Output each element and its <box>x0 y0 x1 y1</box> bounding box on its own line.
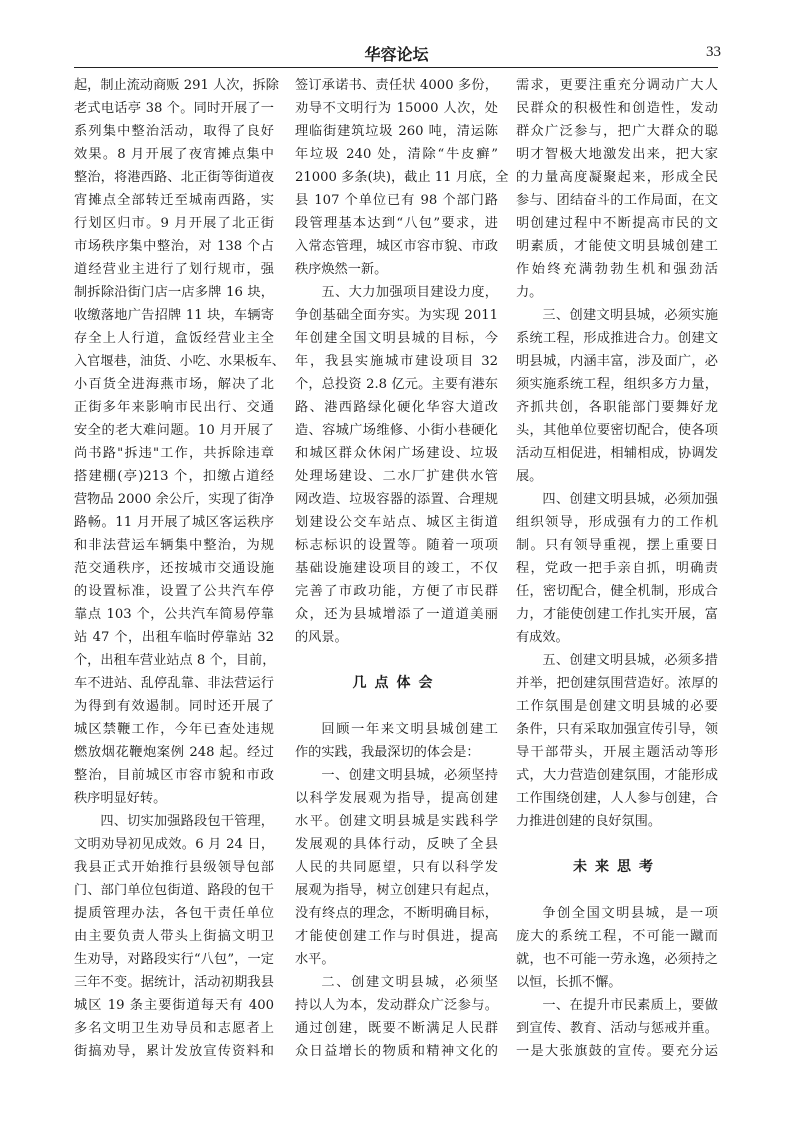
body-text: 水平。 <box>295 952 335 967</box>
text-line <box>516 1017 718 1040</box>
body-text: 争创全国文明县城，是一项 <box>542 906 718 921</box>
text-line <box>74 695 274 718</box>
body-text: 有成效。 <box>516 630 569 645</box>
text-line <box>74 810 274 833</box>
text-line <box>516 396 718 419</box>
text-line <box>295 166 509 189</box>
body-text: 活动互相促进，相辅相成，协调发 <box>516 446 718 461</box>
body-text: 入常态管理，城区市容市貌、市政 <box>295 239 498 254</box>
body-text: 理临街建筑垃圾 260 吨，清运陈 <box>295 124 498 139</box>
text-line <box>295 281 498 304</box>
text-line <box>516 373 718 396</box>
text-line <box>74 994 274 1017</box>
body-text: 明才智极大地激发出来，把大家 <box>516 147 718 162</box>
text-column-2 <box>295 74 509 1063</box>
text-line <box>74 120 274 143</box>
text-line <box>516 718 718 741</box>
subheading-text: 四、切实加强路段包干管理， <box>100 814 274 829</box>
body-text: 个，出租车营业站点 8 个，目前， <box>74 653 276 668</box>
body-text: 作的实践，我最深切的体会是： <box>295 745 480 760</box>
text-line <box>295 879 498 902</box>
body-text: 存全上人行道，盒饭经营业主全 <box>74 331 274 346</box>
body-text: 车不进站、乱停乱靠、非法营运行 <box>74 676 274 691</box>
body-text: 条件，只有采取加强宣传引导，领 <box>516 722 718 737</box>
text-line <box>74 557 274 580</box>
body-text: 展观为指导，树立创建只有起点， <box>295 883 498 898</box>
body-text: 燃放烟花鞭炮案例 248 起。经过 <box>74 745 274 760</box>
text-line <box>74 212 274 235</box>
body-text: 个，总投资 2.8 亿元。主要有港东 <box>295 377 498 392</box>
subheading-text: 四、创建文明县城，必须加强 <box>542 492 718 507</box>
text-line <box>516 511 718 534</box>
text-line <box>74 534 274 557</box>
text-line <box>74 304 274 327</box>
text-line <box>516 603 718 626</box>
body-text: 民群众的积极性和创造性，发动 <box>516 101 718 116</box>
text-line <box>516 810 718 833</box>
text-line <box>74 511 274 534</box>
text-line <box>516 97 718 120</box>
text-line <box>74 787 274 810</box>
text-line <box>295 442 498 465</box>
subheading-text: 一、创建文明县城，必须坚持 <box>321 768 498 783</box>
text-line <box>516 994 718 1017</box>
text-line <box>516 672 718 695</box>
text-line <box>74 442 274 465</box>
body-text: 提质管理办法，各包干责任单位 <box>74 906 274 921</box>
text-line <box>295 327 498 350</box>
text-line <box>295 534 498 557</box>
text-line <box>295 258 498 281</box>
subheading-text: 到宣传、教育、活动与惩戒并重。 <box>516 1021 718 1036</box>
body-text: 力推进创建的良好氛围。 <box>516 814 662 829</box>
text-line <box>295 419 498 442</box>
subheading-text: 文明劝导初见成效。 <box>74 837 196 852</box>
subheading-text: 三、创建文明县城，必须实施 <box>542 308 718 323</box>
text-line <box>295 741 498 764</box>
body-text: 年创建全国文明县城的目标，今 <box>295 331 498 346</box>
body-text: 任，密切配合，健全机制，形成合 <box>516 584 718 599</box>
body-text: 处理场建设、二水厂扩建供水管 <box>295 469 498 484</box>
body-text: 人民的共同愿望，只有以科学发 <box>295 860 498 875</box>
body-text: 行划区归市。9 月开展了北正街 <box>74 216 274 231</box>
page-number: 33 <box>706 44 721 60</box>
body-text: 创建文 <box>677 331 719 346</box>
body-text: 街搞劝导，累计发放宣传资料和 <box>74 1044 274 1059</box>
body-text: 制拆除沿街门店一店多牌 16 块， <box>74 285 274 300</box>
body-text: 力，才能使创建工作扎实开展，富 <box>516 607 718 622</box>
body-text: 秩序明显好转。 <box>74 791 167 806</box>
body-text: 只有领导重视，摆上重要日 <box>545 538 719 553</box>
body-text: 老式电话亭 38 个。同时开展了一 <box>74 101 274 116</box>
body-text: 签订承诺书、责任状 4000 多份， <box>295 78 498 93</box>
body-text: 为实现 2011 <box>418 308 498 323</box>
body-text: 范交通秩序，还按城市交通设施 <box>74 561 274 576</box>
text-line <box>516 327 718 350</box>
subheading-text: 持以人为本，发动群众广泛参与。 <box>295 998 498 1013</box>
text-line <box>295 925 498 948</box>
text-line <box>74 649 274 672</box>
section-heading: 几点体会 <box>352 675 441 691</box>
body-text: 才能使创建工作与时俱进，提高 <box>295 929 498 944</box>
text-line <box>516 120 718 143</box>
body-text: 展。 <box>516 469 543 484</box>
subheading-text: 二、创建文明县城，必须坚 <box>321 975 498 990</box>
body-text: 靠点 103 个，公共汽车简易停靠 <box>74 607 274 622</box>
body-text: 基础设施建设项目的竣工，不仅 <box>295 561 498 576</box>
body-text: 发展观的具体行动，反映了全县 <box>295 837 498 852</box>
text-line <box>295 810 498 833</box>
text-line <box>74 350 285 373</box>
text-line <box>74 879 274 902</box>
text-line <box>295 212 498 235</box>
body-text: 正街多年来影响市民出行、交通 <box>74 400 274 415</box>
text-line <box>516 350 718 373</box>
subheading-text: 制。 <box>516 538 546 553</box>
text-line <box>295 1017 498 1040</box>
text-line <box>295 74 498 97</box>
text-line <box>295 350 498 373</box>
body-text: 年，我县实施城市建设项目 32 <box>295 354 498 369</box>
text-line <box>295 603 498 626</box>
text-line <box>74 1017 274 1040</box>
body-text: 县 107 个单位已有 98 个部门路 <box>295 193 498 208</box>
text-line <box>516 787 718 810</box>
text-line <box>74 396 274 419</box>
text-line <box>295 511 498 534</box>
text-line <box>295 764 498 787</box>
body-text: 创建文明县城是实践科学 <box>338 814 499 829</box>
text-line <box>516 971 718 994</box>
body-text: 须实施系统工程，组织多方力量， <box>516 377 718 392</box>
text-line <box>295 304 498 327</box>
text-line <box>516 442 718 465</box>
body-text: 力。 <box>516 285 543 300</box>
text-line <box>516 488 718 511</box>
text-line <box>74 143 274 166</box>
body-text: 城区 19 条主要街道每天有 400 <box>74 998 274 1013</box>
body-text: 为得到有效遏制。同时还开展了 <box>74 699 274 714</box>
text-line <box>295 718 498 741</box>
body-text: 由主要负责人带头上街搞文明卫 <box>74 929 274 944</box>
body-text: 年垃圾 240 处，清除“牛皮癣” <box>295 147 498 162</box>
body-text: 以恒，长抓不懈。 <box>516 975 622 990</box>
header-rule <box>74 67 718 68</box>
body-text: 明县城，内涵丰富，涉及面广，必 <box>516 354 718 369</box>
body-text: 和非法营运车辆集中整治，为规 <box>74 538 274 553</box>
body-text: 就，也不可能一劳永逸，必须持之 <box>516 952 718 967</box>
body-text: 尚书路"拆违"工作，共拆除违章 <box>74 446 274 461</box>
journal-title: 华容论坛 <box>364 45 429 64</box>
body-text: 通过创建，既要不断满足人民群 <box>295 1021 498 1036</box>
text-line <box>74 856 274 879</box>
body-text: 和城区群众休闲广场建设、垃圾 <box>295 446 498 461</box>
text-line <box>74 672 274 695</box>
body-text: 的力量高度凝聚起来，形成全民 <box>516 170 718 185</box>
body-text: 划建设公交车站点、城区主街道 <box>295 515 498 530</box>
text-line <box>295 787 498 810</box>
text-line <box>74 1040 274 1063</box>
text-line <box>74 603 274 626</box>
text-line <box>295 557 498 580</box>
body-text: 整治，将港西路、北正街等街道夜 <box>74 170 274 185</box>
body-text: 段管理基本达到“八包”要求，进 <box>295 216 498 231</box>
text-line <box>516 557 718 580</box>
text-line <box>516 695 718 718</box>
text-line <box>74 74 279 97</box>
body-text: 式，大力营造创建氛围，才能形成 <box>516 768 718 783</box>
text-line <box>295 488 498 511</box>
body-text: 没有终点的理念，不断明确目标， <box>295 906 498 921</box>
text-line <box>74 373 274 396</box>
text-line <box>516 74 718 97</box>
text-line <box>516 764 718 787</box>
text-line <box>295 373 498 396</box>
text-line <box>74 189 274 212</box>
text-line <box>516 465 718 488</box>
body-text: 众，还为县城增添了一道道美丽 <box>295 607 498 622</box>
body-text: 市场秩序集中整治，对 138 个占 <box>74 239 274 254</box>
text-line <box>516 235 718 258</box>
body-text: 参与、团结奋斗的工作局面，在文 <box>516 193 718 208</box>
body-text: 生劝导，对路段实行“八包”，一定 <box>74 952 274 967</box>
subheading-text: 系统工程，形成推进合力。 <box>516 331 678 346</box>
text-line <box>295 948 498 971</box>
text-line <box>516 902 718 925</box>
body-text: 庞大的系统工程，不可能一蹴而 <box>516 929 718 944</box>
text-line <box>516 649 718 672</box>
text-line <box>74 948 274 971</box>
text-line <box>516 281 718 304</box>
body-text: 21000 多条(块)，截止 11 月底，全 <box>295 170 509 185</box>
text-line <box>295 833 498 856</box>
body-text: 回顾一年来文明县城创建工 <box>321 722 498 737</box>
text-line <box>295 120 498 143</box>
body-text: 导干部带头，开展主题活动等形 <box>516 745 718 760</box>
text-line <box>516 258 718 281</box>
body-text: 程，党政一把手亲自抓，明确责 <box>516 561 718 576</box>
body-text: 小百货全进海燕市场，解决了北 <box>74 377 274 392</box>
text-line <box>74 258 274 281</box>
subheading-text: 水平。 <box>295 814 339 829</box>
text-column-1 <box>74 74 285 1063</box>
body-text: 整治，目前城区市容市貌和市政 <box>74 768 274 783</box>
body-text: 群众广泛参与，把广大群众的聪 <box>516 124 718 139</box>
body-text: 标志标识的设置等。随着一项项 <box>295 538 498 553</box>
body-text: 完善了市政功能，方便了市民群 <box>295 584 498 599</box>
body-text: 明创建过程中不断提高市民的文 <box>516 216 718 231</box>
subheading-text: 五、创建文明县城，必须多措 <box>542 653 718 668</box>
body-text: 城区禁鞭工作，今年已查处违规 <box>74 722 274 737</box>
text-line <box>74 166 274 189</box>
body-text: 安全的老大难问题。10 月开展了 <box>74 423 274 438</box>
text-line <box>295 1040 498 1063</box>
text-line <box>74 580 274 603</box>
text-line <box>516 741 718 764</box>
body-text: 我县正式开始推行县级领导包部 <box>74 860 274 875</box>
text-line <box>516 212 718 235</box>
text-line <box>74 902 274 925</box>
text-line <box>74 419 274 442</box>
body-text: 的设置标准，设置了公共汽车停 <box>74 584 274 599</box>
body-text: 工作围绕创建，人人参与创建，合 <box>516 791 718 806</box>
body-text: 劝导不文明行为 15000 人次，处 <box>295 101 498 116</box>
text-line <box>295 235 498 258</box>
body-text: 搭建棚(亭)213 个，扣缴占道经 <box>74 469 274 484</box>
body-text: 齐抓共创，各职能部门要舞好龙 <box>516 400 718 415</box>
text-line <box>516 304 718 327</box>
text-line <box>295 971 498 994</box>
text-line <box>74 327 274 350</box>
body-text: 网改造、垃圾容器的添置、合理规 <box>295 492 498 507</box>
text-line <box>74 97 274 120</box>
body-text: 入官堰巷，油货、小吃、水果板车、 <box>74 354 285 369</box>
body-text: 造、容城广场维修、小街小巷硬化 <box>295 423 498 438</box>
body-text: 系列集中整治活动，取得了良好 <box>74 124 274 139</box>
text-line <box>516 1040 718 1063</box>
text-line <box>295 902 498 925</box>
body-text: 路、港西路绿化硬化华容大道改 <box>295 400 498 415</box>
subheading-text: 以科学发展观为指导，提高创建 <box>295 791 498 806</box>
body-text: 秩序焕然一新。 <box>295 262 388 277</box>
text-line <box>74 971 274 994</box>
text-line <box>74 764 274 787</box>
section-heading: 未来思考 <box>573 859 661 875</box>
text-line <box>74 626 274 649</box>
body-text: 6 月 24 日， <box>195 837 275 852</box>
subheading-text: 五、大力加强项目建设力度， <box>321 285 498 300</box>
body-text: 三年不变。据统计，活动初期我县 <box>74 975 274 990</box>
text-line <box>516 143 718 166</box>
body-text: 工作氛围是创建文明县城的必要 <box>516 699 718 714</box>
body-text: 的风景。 <box>295 630 348 645</box>
text-line <box>295 143 498 166</box>
text-line <box>74 833 274 856</box>
body-text: 多名文明卫生劝导员和志愿者上 <box>74 1021 274 1036</box>
text-line <box>74 925 274 948</box>
text-line <box>74 488 274 511</box>
text-line <box>516 166 718 189</box>
body-text: 需求，更要注重充分调动广大人 <box>516 78 718 93</box>
body-text: 收缴落地广告招牌 11 块，车辆寄 <box>74 308 274 323</box>
text-line <box>295 465 498 488</box>
text-line <box>295 189 498 212</box>
body-text: 明素质，才能使文明县城创建工 <box>516 239 718 254</box>
body-text: 路畅。11 月开展了城区客运秩序 <box>74 515 274 530</box>
text-line <box>295 626 498 649</box>
body-text: 作始终充满勃勃生机和强劲活 <box>516 262 718 277</box>
body-text: 营物品 2000 余公斤，实现了街净 <box>74 492 275 507</box>
body-text: 门、部门单位包街道、路段的包干 <box>74 883 274 898</box>
body-text: 众日益增长的物质和精神文化的 <box>295 1044 498 1059</box>
body-text: 站 47 个，出租车临时停靠站 32 <box>74 630 274 645</box>
subheading-text: 组织领导，形成强有力的工作机 <box>516 515 718 530</box>
text-line <box>74 235 274 258</box>
text-line <box>74 465 274 488</box>
body-text: 效果。8 月开展了夜宵摊点集中 <box>74 147 274 162</box>
text-line <box>516 189 718 212</box>
text-line <box>74 718 274 741</box>
body-text: 一是大张旗鼓的宣传。要充分运 <box>516 1044 718 1059</box>
text-line <box>295 856 498 879</box>
text-line <box>516 626 718 649</box>
text-line <box>516 419 718 442</box>
text-line <box>295 97 498 120</box>
text-line <box>516 534 718 557</box>
text-line <box>516 925 718 948</box>
body-text: 浓厚的 <box>677 676 719 691</box>
body-text: 起，制止流动商贩 291 人次，拆除 <box>74 78 279 93</box>
text-line <box>295 396 498 419</box>
subheading-text: 争创基础全面夯实。 <box>295 308 419 323</box>
text-line <box>516 580 718 603</box>
text-column-3 <box>516 74 718 1063</box>
body-text: 道经营业主进行了划行规市，强 <box>74 262 274 277</box>
text-line <box>74 281 274 304</box>
text-line <box>295 580 498 603</box>
text-line <box>516 948 718 971</box>
subheading-text: 一、在提升市民素质上，要做 <box>542 998 718 1013</box>
body-text: 宵摊点全部转迁至城南西路，实 <box>74 193 274 208</box>
text-line <box>295 994 498 1017</box>
text-line <box>74 741 274 764</box>
body-text: 头，其他单位要密切配合，使各项 <box>516 423 718 438</box>
subheading-text: 并举，把创建氛围营造好。 <box>516 676 678 691</box>
